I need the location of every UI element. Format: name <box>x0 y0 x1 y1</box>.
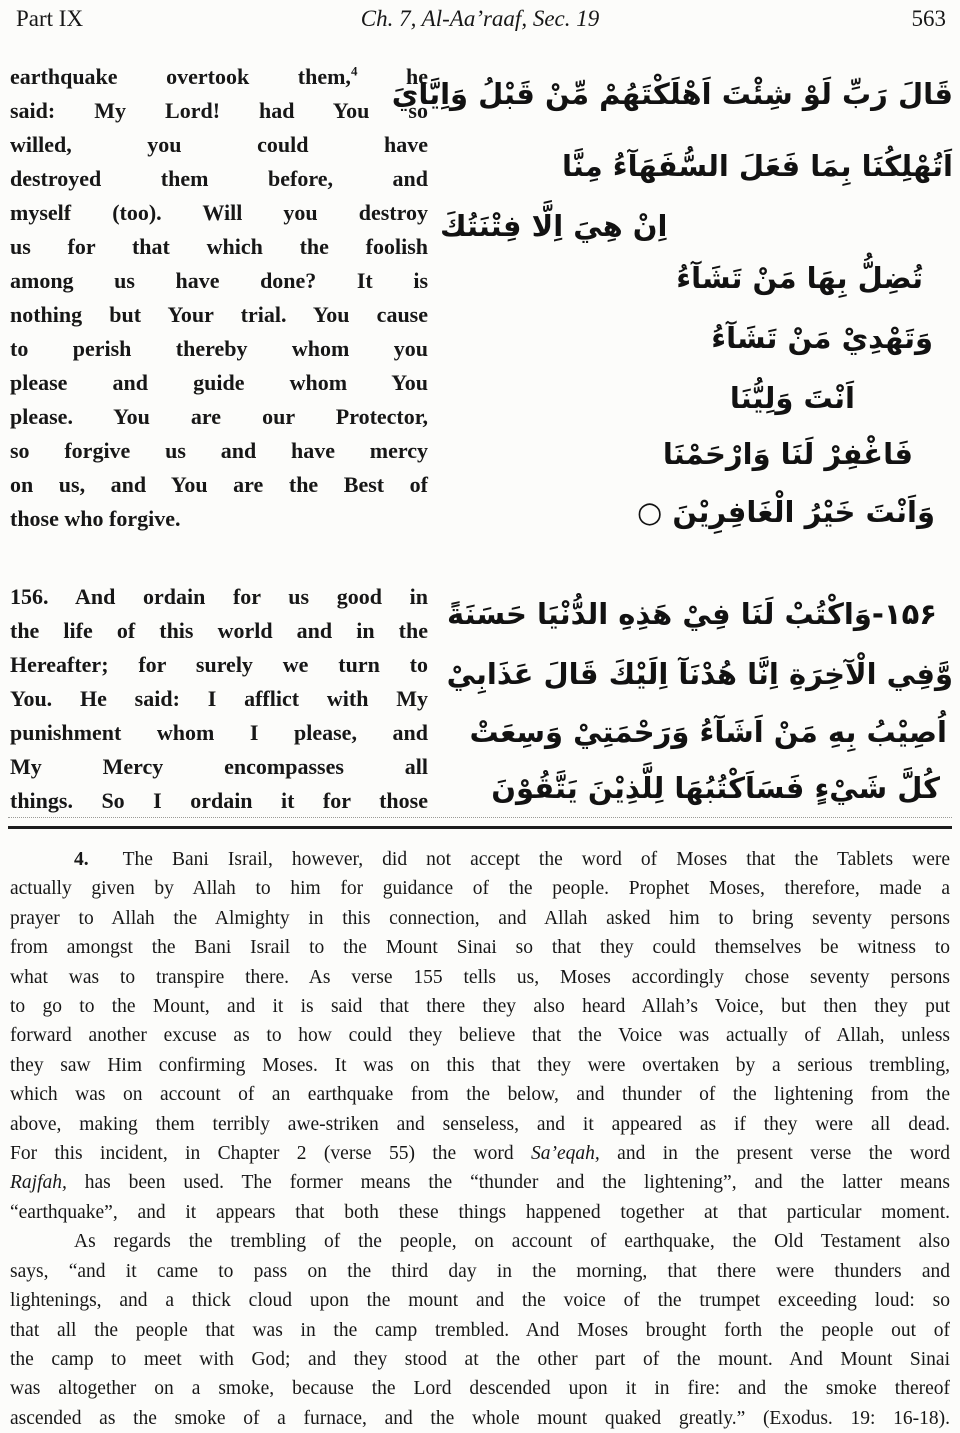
footnote-text: The Bani Israil, however, did not accept the word of Moses that the Tablets were <box>122 849 950 870</box>
translation-line: willed, you could have <box>10 132 428 157</box>
arabic-verse-155-line: اَتُهْلِكُنَا بِمَا فَعَلَ السُّفَهَآءُ مِنَّا <box>561 149 953 183</box>
footnote-line: “earthquake”, and it appears that both these things happened together at that particular moment. <box>10 1201 950 1223</box>
translation-line: My Mercy encompasses all <box>10 754 428 779</box>
translation-text: he <box>357 64 428 89</box>
footnote-ref-4: 4 <box>350 63 358 79</box>
footnote-line: prayer to Allah the Almighty in this connection, and Allah asked him to bring seventy persons <box>10 907 950 929</box>
footnote-line: says, “and it came to pass on the third day in the morning, that there were thunders and <box>10 1260 950 1282</box>
translation-text: earthquake overtook them, <box>10 64 351 89</box>
verse-155-paragraph <box>10 60 428 536</box>
translation-line: destroyed them before, and <box>10 166 428 191</box>
translation-line: the life of this world and in the <box>10 618 428 643</box>
separator-dotted-line <box>8 817 952 818</box>
arabic-verse-156-line: اُصِيْبُ بِهِ مَنْ اَشَآءُ وَرَحْمَتِيْ وَسِعَتْ <box>469 715 947 749</box>
arabic-verse-155-line: تُضِلُّ بِهَا مَنْ تَشَآءُ <box>676 261 923 295</box>
footnote-line: ascended as the smoke of a furnace, and the whole mount quaked greatly.” (Exodus. 19: 16-18). <box>10 1407 950 1429</box>
footnote-paragraph-2 <box>10 1227 950 1433</box>
arabic-verse-156-line: وَّفِي الْآخِرَةِ اِنَّا هُدْنَآ اِلَيْكَ قَالَ عَذَابِيْ <box>446 657 953 691</box>
footnote-line <box>10 1139 950 1168</box>
translation-line: myself (too). Will you destroy <box>10 200 428 225</box>
translation-line: please. You are our Protector, <box>10 404 428 429</box>
translation-line: please and guide whom You <box>10 370 428 395</box>
arabic-verse-155-line: فَاغْفِرْ لَنَا وَارْحَمْنَا <box>662 437 913 471</box>
arabic-verse-155-line: اَنْتَ وَلِيُّنَا <box>729 381 855 415</box>
translation-line: things. So I ordain it for those <box>10 788 428 813</box>
footnote-line: forward another excuse as to how could they believe that the Voice was actually of Allah, unless <box>10 1025 950 1047</box>
header-chapter-title: Ch. 7, Al-Aa’raaf, Sec. 19 <box>360 6 600 31</box>
footnote-line: that all the people that was in the camp trembled. And Moses brought forth the people out of <box>10 1319 950 1341</box>
footnote-line: what was to transpire there. As verse 155 tells us, Moses accordingly chose seventy persons <box>10 966 950 988</box>
verse-156-paragraph <box>10 580 428 818</box>
footnote-line <box>10 1168 950 1197</box>
footnote-line: As regards the trembling of the people, on account of earthquake, the Old Testament also <box>74 1231 950 1253</box>
footnote-line: to go to the Mount, and it is said that there they also heard Allah’s Voice, but then they put <box>10 996 950 1018</box>
arabic-verse-155-line: اِنْ هِيَ اِلَّا فِتْنَتُكَ <box>440 209 668 243</box>
footnote-section <box>10 845 950 1433</box>
footnote-text: has been used. The former means the “thunder and the lightening”, and the latter means <box>66 1172 950 1194</box>
header-page-number: 563 <box>911 6 946 31</box>
translation-line: punishment whom I please, and <box>10 720 428 745</box>
translation-line: us for that which the foolish <box>10 234 428 259</box>
arabic-verse-155-line: قَالَ رَبِّ لَوْ شِئْتَ اَهْلَكْتَهُمْ مِّنْ قَبْلُ وَاِيَّايَ <box>391 77 953 111</box>
footnote-line: actually given by Allah to him for guidance of the people. Prophet Moses, therefore, made a <box>10 878 950 900</box>
footnote-line: from amongst the Bani Israil to the Mount Sinai so that they could themselves be witness to <box>10 937 950 959</box>
translation-column <box>10 60 428 818</box>
footnote-number: 4. <box>74 849 89 870</box>
translation-line: those who forgive. <box>10 506 181 531</box>
translation-line: so forgive us and have mercy <box>10 438 428 463</box>
footnote-line: they saw Him confirming Moses. It was on this that they were overtaken by a serious trembling, <box>10 1054 950 1076</box>
arabic-verse-155-line: وَاَنْتَ خَيْرُ الْغَافِرِيْنَ ○ <box>636 495 935 529</box>
footnote-line: which was on account of an earthquake from the below, and thunder of the lightening from the <box>10 1084 950 1106</box>
footnote-separator-rule <box>8 826 952 829</box>
translation-line: to perish thereby whom you <box>10 336 428 361</box>
term-saeqah: Sa’eqah, <box>531 1143 600 1165</box>
translation-line: said: My Lord! had You so <box>10 98 428 123</box>
page-header <box>0 4 960 38</box>
footnote-line: the camp to meet with God; and they stood at the other part of the mount. And Mount Sinai <box>10 1348 950 1370</box>
translation-line: on us, and You are the Best of <box>10 472 428 497</box>
arabic-verse-156-line: كُلَّ شَيْءٍ فَسَاَكْتُبُهَا لِلَّذِيْنَ يَتَّقُوْنَ <box>491 771 940 805</box>
header-part-label: Part IX <box>16 6 84 31</box>
term-rajfah: Rajfah, <box>10 1172 67 1194</box>
footnote-line: above, making them terribly awe-striken and senseless, and it appeared as if they were all dead. <box>10 1113 950 1135</box>
footnote-paragraph-1 <box>10 845 950 1227</box>
footnote-line: was altogether on a smoke, because the Lord descended upon it in fire: and the smoke thereof <box>10 1378 950 1400</box>
translation-line <box>10 60 428 94</box>
translation-line: 156. And ordain for us good in <box>10 584 428 609</box>
translation-line: nothing but Your trial. You cause <box>10 302 428 327</box>
translation-line: You. He said: I afflict with My <box>10 686 428 711</box>
footnote-line <box>10 845 950 874</box>
translation-line: among us have done? It is <box>10 268 428 293</box>
footnote-line: lightenings, and a thick cloud upon the mount and the voice of the trumpet exceeding loud: so <box>10 1290 950 1312</box>
arabic-verse-156-line: ۱۵۶-وَاكْتُبْ لَنَا فِيْ هَذِهِ الدُّنْيَا حَسَنَةً <box>447 597 937 631</box>
footnote-text: For this incident, in Chapter 2 (verse 55) the word <box>10 1143 532 1165</box>
translation-line: Hereafter; for surely we turn to <box>10 652 428 677</box>
footnote-text: and in the present verse the word <box>599 1143 951 1165</box>
arabic-verse-155-line: وَتَهْدِيْ مَنْ تَشَآءُ <box>711 321 933 355</box>
